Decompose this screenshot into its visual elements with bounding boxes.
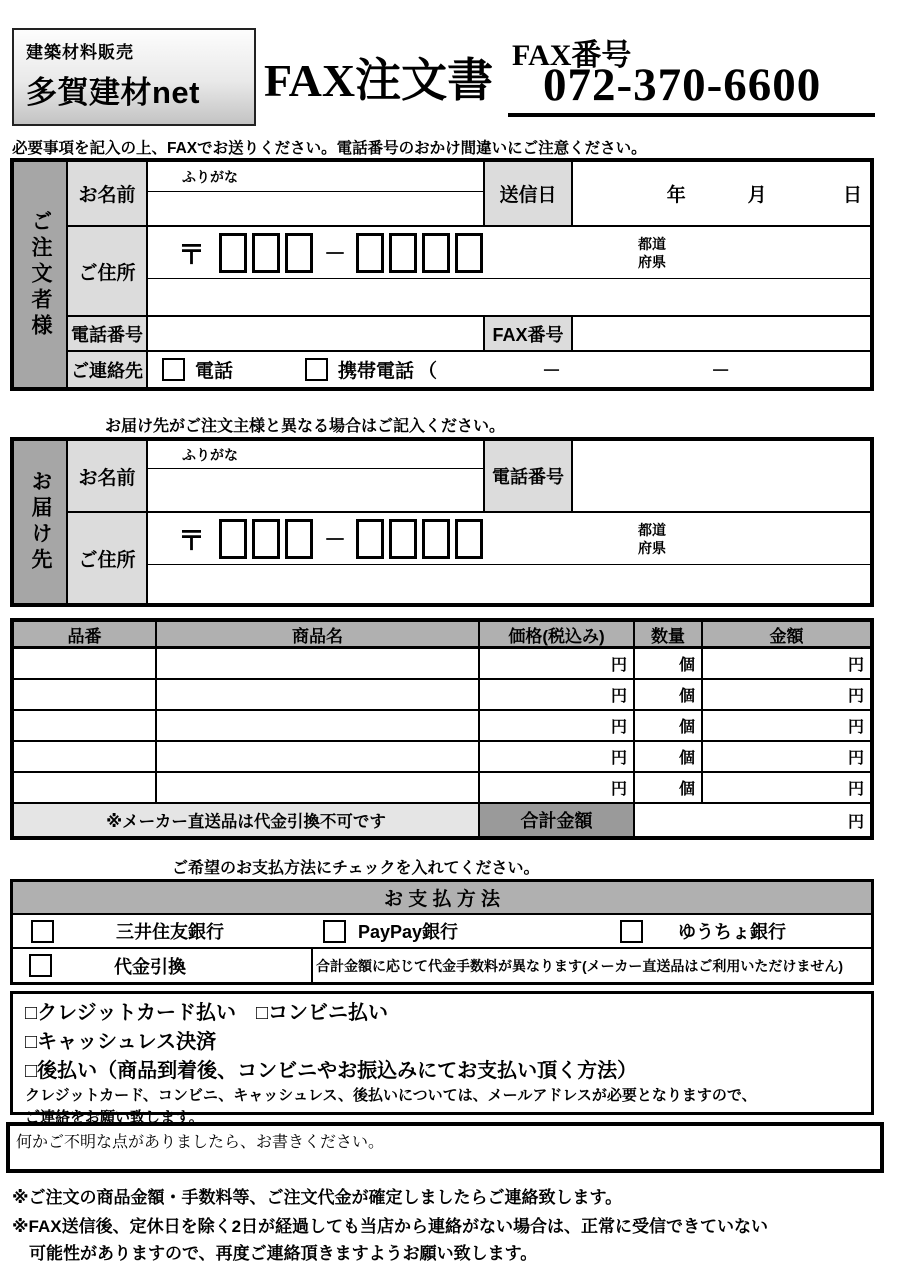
delivery-phone-input[interactable] bbox=[573, 441, 870, 513]
remarks-label: 何かご不明な点がありましたら、お書きください。 bbox=[16, 1134, 385, 1151]
contact-phone-label: 電話 bbox=[195, 361, 234, 382]
send-date-label: 送信日 bbox=[483, 162, 573, 227]
total-amount-label: 合計金額 bbox=[480, 804, 635, 836]
orderer-table bbox=[10, 158, 874, 391]
contact-dash: － bbox=[542, 361, 562, 382]
postal-digit-box[interactable] bbox=[356, 519, 384, 559]
prefecture-line2: 府県 bbox=[638, 539, 666, 556]
cod-fee-note: 合計金額に応じて代金手数料が異なります(メーカー直送品はご利用いただけません) bbox=[316, 957, 844, 974]
send-date-input[interactable] bbox=[573, 162, 870, 227]
direct-shipping-note: ※メーカー直送品は代金引換不可です bbox=[14, 804, 480, 836]
quantity-input[interactable]: 個 bbox=[635, 711, 703, 742]
col-header-amount: 金額 bbox=[703, 622, 870, 649]
email-required-note-line2: ご連絡をお願い致します。 bbox=[25, 1109, 204, 1126]
page-title: FAX注文書 bbox=[264, 55, 494, 106]
amount-input[interactable]: 円 bbox=[703, 680, 870, 711]
orderer-fax-label: FAX番号 bbox=[483, 317, 573, 352]
item-number-input[interactable] bbox=[14, 773, 157, 804]
postal-digit-box[interactable] bbox=[285, 519, 313, 559]
bank-label: 三井住友銀行 bbox=[116, 922, 224, 942]
quantity-input[interactable]: 個 bbox=[635, 773, 703, 804]
payment-table bbox=[10, 879, 874, 985]
delivery-side-label: お届け先 bbox=[14, 441, 68, 603]
footer-note: ※FAX送信後、定休日を除く2日が経過しても当店から連絡がない場合は、正常に受信できていない bbox=[12, 1217, 769, 1236]
bank-checkbox[interactable] bbox=[31, 920, 54, 943]
delivery-table bbox=[10, 437, 874, 607]
cod-option bbox=[13, 949, 313, 982]
item-number-input[interactable] bbox=[14, 711, 157, 742]
postal-digit-box[interactable] bbox=[252, 233, 280, 273]
delivery-name-label: お名前 bbox=[68, 441, 148, 513]
orderer-address-label: ご住所 bbox=[68, 227, 148, 317]
payment-caption: ご希望のお支払方法にチェックを入れてください。 bbox=[172, 860, 540, 877]
fax-number-underline bbox=[508, 113, 875, 117]
col-header-product-name: 商品名 bbox=[157, 622, 480, 649]
product-table bbox=[10, 618, 874, 840]
fax-number: 072-370-6600 bbox=[543, 59, 822, 111]
delivery-phone-label: 電話番号 bbox=[483, 441, 573, 513]
contact-dash: － bbox=[711, 361, 731, 382]
payment-option-line[interactable]: □クレジットカード払い □コンビニ払い bbox=[25, 1002, 389, 1024]
product-name-input[interactable] bbox=[157, 742, 480, 773]
footer-note: 可能性がありますので、再度ご連絡頂きますようお願い致します。 bbox=[12, 1244, 538, 1263]
item-number-input[interactable] bbox=[14, 649, 157, 680]
delivery-address-input[interactable] bbox=[148, 565, 870, 603]
amount-input[interactable]: 円 bbox=[703, 649, 870, 680]
footer-note: ※ご注文の商品金額・手数料等、ご注文代金が確定しましたらご連絡致します。 bbox=[12, 1188, 623, 1207]
email-required-note-line1: クレジットカード、コンビニ、キャッシュレス、後払いについては、メールアドレスが必要となりますので、 bbox=[25, 1088, 757, 1104]
remarks-box[interactable] bbox=[6, 1122, 884, 1173]
payment-option-line[interactable]: □後払い（商品到着後、コンビニやお振込みにてお支払い頂く方法） bbox=[25, 1060, 638, 1082]
payment-option-line[interactable]: □キャッシュレス決済 bbox=[25, 1031, 217, 1053]
product-name-input[interactable] bbox=[157, 711, 480, 742]
postal-digit-box[interactable] bbox=[285, 233, 313, 273]
prefecture-label bbox=[638, 520, 666, 556]
postal-digit-box[interactable] bbox=[356, 233, 384, 273]
orderer-side-label: ご注文者様 bbox=[14, 162, 68, 387]
orderer-name-label: お名前 bbox=[68, 162, 148, 227]
price-input[interactable]: 円 bbox=[480, 742, 635, 773]
bank-label: ゆうちょ銀行 bbox=[678, 922, 786, 942]
orderer-fax-input[interactable] bbox=[573, 317, 870, 352]
contact-mobile-checkbox[interactable] bbox=[305, 358, 328, 381]
postal-digit-box[interactable] bbox=[422, 233, 450, 273]
amount-input[interactable]: 円 bbox=[703, 742, 870, 773]
product-name-input[interactable] bbox=[157, 649, 480, 680]
price-input[interactable]: 円 bbox=[480, 711, 635, 742]
contact-mobile-label: 携帯電話 bbox=[338, 361, 415, 382]
logo-subtitle: 建築材料販売 bbox=[26, 43, 134, 62]
total-amount-input[interactable]: 円 bbox=[847, 813, 864, 831]
product-name-input[interactable] bbox=[157, 773, 480, 804]
item-number-input[interactable] bbox=[14, 680, 157, 711]
delivery-address-label: ご住所 bbox=[68, 513, 148, 603]
amount-input[interactable]: 円 bbox=[703, 773, 870, 804]
postal-digit-box[interactable] bbox=[219, 233, 247, 273]
col-header-item-number: 品番 bbox=[14, 622, 157, 649]
prefecture-line1: 都道 bbox=[638, 521, 666, 538]
postal-digit-box[interactable] bbox=[252, 519, 280, 559]
price-input[interactable]: 円 bbox=[480, 680, 635, 711]
form-instruction: 必要事項を記入の上、FAXでお送りください。電話番号のおかけ間違いにご注意ください。 bbox=[12, 140, 647, 157]
postal-digit-box[interactable] bbox=[455, 233, 483, 273]
contact-phone-checkbox[interactable] bbox=[162, 358, 185, 381]
contact-method-label: ご連絡先 bbox=[68, 352, 148, 387]
postal-dash: － bbox=[324, 527, 347, 552]
col-header-price: 価格(税込み) bbox=[480, 622, 635, 649]
postal-digit-box[interactable] bbox=[389, 233, 417, 273]
bank-checkbox[interactable] bbox=[620, 920, 643, 943]
contact-method-row bbox=[148, 352, 870, 387]
quantity-input[interactable]: 個 bbox=[635, 649, 703, 680]
bank-checkbox[interactable] bbox=[323, 920, 346, 943]
contact-paren: （ bbox=[418, 361, 438, 382]
delivery-name-input[interactable] bbox=[148, 469, 483, 513]
bank-label: PayPay銀行 bbox=[358, 922, 459, 942]
prefecture-line2: 府県 bbox=[638, 253, 666, 270]
orderer-name-input[interactable] bbox=[148, 192, 483, 227]
delivery-furigana-label: ふりがな bbox=[148, 441, 483, 469]
price-input[interactable]: 円 bbox=[480, 773, 635, 804]
item-number-input[interactable] bbox=[14, 742, 157, 773]
product-name-input[interactable] bbox=[157, 680, 480, 711]
orderer-address-input[interactable] bbox=[148, 279, 870, 317]
date-year-label: 年 bbox=[666, 185, 686, 206]
amount-input[interactable]: 円 bbox=[703, 711, 870, 742]
delivery-postal-row bbox=[148, 513, 870, 565]
logo-title: 多賀建材net bbox=[26, 75, 200, 110]
orderer-postal-row bbox=[148, 227, 870, 279]
shop-logo bbox=[12, 28, 256, 126]
prefecture-line1: 都道 bbox=[638, 235, 666, 252]
col-header-quantity: 数量 bbox=[635, 622, 703, 649]
orderer-furigana-label: ふりがな bbox=[148, 162, 483, 192]
bank-option bbox=[31, 918, 224, 944]
prefecture-label bbox=[638, 234, 666, 270]
payment-method-header: お 支 払 方 法 bbox=[13, 882, 871, 915]
cod-label: 代金引換 bbox=[114, 956, 186, 977]
postal-mark: 〒 bbox=[178, 240, 205, 270]
date-month-label: 月 bbox=[747, 185, 767, 206]
postal-digit-box[interactable] bbox=[389, 519, 417, 559]
orderer-phone-label: 電話番号 bbox=[68, 317, 148, 352]
other-payment-box bbox=[10, 991, 874, 1126]
postal-dash: － bbox=[324, 241, 347, 266]
quantity-input[interactable]: 個 bbox=[635, 680, 703, 711]
orderer-phone-input[interactable] bbox=[148, 317, 483, 352]
postal-digit-box[interactable] bbox=[219, 519, 247, 559]
quantity-input[interactable]: 個 bbox=[635, 742, 703, 773]
cod-checkbox[interactable] bbox=[29, 954, 52, 977]
bank-option bbox=[323, 918, 458, 944]
bank-options-row bbox=[13, 915, 871, 949]
price-input[interactable]: 円 bbox=[480, 649, 635, 680]
postal-digit-box[interactable] bbox=[422, 519, 450, 559]
postal-mark: 〒 bbox=[178, 526, 205, 556]
postal-digit-box[interactable] bbox=[455, 519, 483, 559]
fax-number-label: FAX番号 bbox=[512, 39, 632, 72]
date-day-label: 日 bbox=[842, 185, 862, 206]
delivery-caption: お届け先がご注文主様と異なる場合はご記入ください。 bbox=[105, 418, 506, 435]
bank-option bbox=[620, 918, 786, 944]
